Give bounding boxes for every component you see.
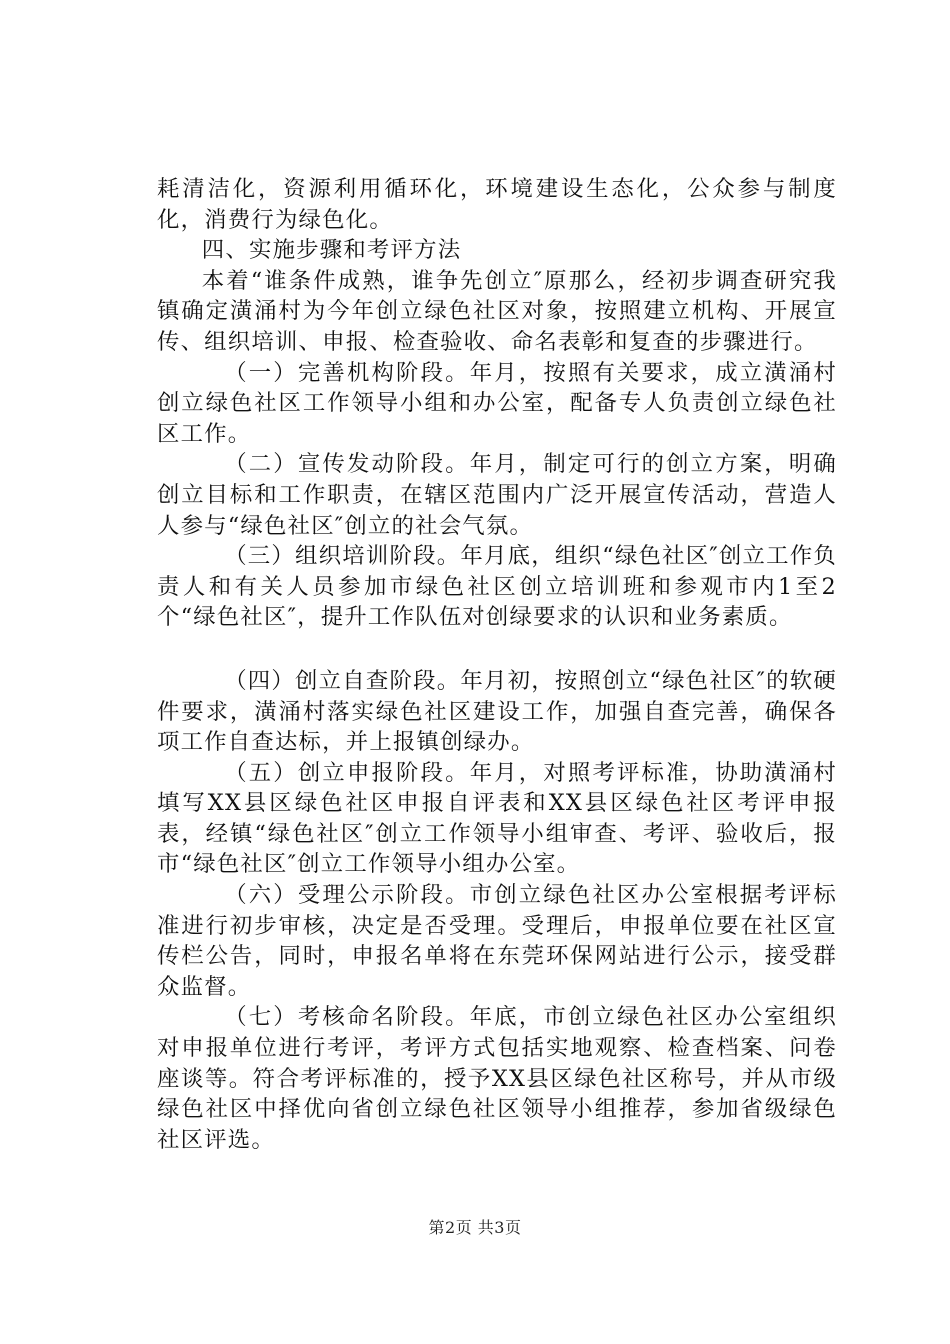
paragraph-continuation: 耗清洁化，资源利用循环化，环境建设生态化，公众参与制度化，消费行为绿色化。 xyxy=(157,176,837,233)
paragraph-step-1: （一）完善机构阶段。年月，按照有关要求，成立潢涌村创立绿色社区工作领导小组和办公室，配备专人负责创立绿色社区工作。 xyxy=(157,359,837,447)
paragraph-step-4: （四）创立自查阶段。年月初，按照创立“绿色社区″的软硬件要求，潢涌村落实绿色社区建设工作，加强自查完善，确保各项工作自查达标，并上报镇创绿办。 xyxy=(157,667,837,756)
paragraph-step-2: （二）宣传发动阶段。年月，制定可行的创立方案，明确创立目标和工作职责，在辖区范围内广泛开展宣传活动，营造人人参与“绿色社区″创立的社会气氛。 xyxy=(157,451,837,539)
paragraph-step-3: （三）组织培训阶段。年月底，组织“绿色社区″创立工作负责人和有关人员参加市绿色社区创立培训班和参观市内1至2个“绿色社区″，提升工作队伍对创绿要求的认识和业务素质。 xyxy=(157,543,837,631)
paragraph-step-7: （七）考核命名阶段。年底，市创立绿色社区办公室组织对申报单位进行考评，考评方式包括实地观察、检查档案、问卷座谈等。符合考评标准的，授予XX县区绿色社区称号，并从市级绿色社区中择优向省创立绿色社区领导小组推荐，参加省级绿色社区评选。 xyxy=(157,1004,837,1153)
document-body xyxy=(157,174,837,1155)
paragraph-intro: 本着“谁条件成熟，谁争先创立″原那么，经初步调查研究我镇确定潢涌村为今年创立绿色社区对象，按照建立机构、开展宣传、组织培训、申报、检查验收、命名表彰和复查的步骤进行。 xyxy=(157,267,837,355)
paragraph-step-6: （六）受理公示阶段。市创立绿色社区办公室根据考评标准进行初步审核，决定是否受理。受理后，申报单位要在社区宣传栏公告，同时，申报名单将在东莞环保网站进行公示，接受群众监督。 xyxy=(157,882,837,1000)
paragraph-step-5: （五）创立申报阶段。年月，对照考评标准，协助潢涌村填写XX县区绿色社区申报自评表和XX县区绿色社区考评申报表，经镇“绿色社区″创立工作领导小组审查、考评、验收后，报市“绿色社区″创立工作领导小组办公室。 xyxy=(157,759,837,878)
section-heading: 四、实施步骤和考评方法 xyxy=(201,237,462,264)
page-number-footer: 第2页 共3页 xyxy=(428,1218,522,1237)
